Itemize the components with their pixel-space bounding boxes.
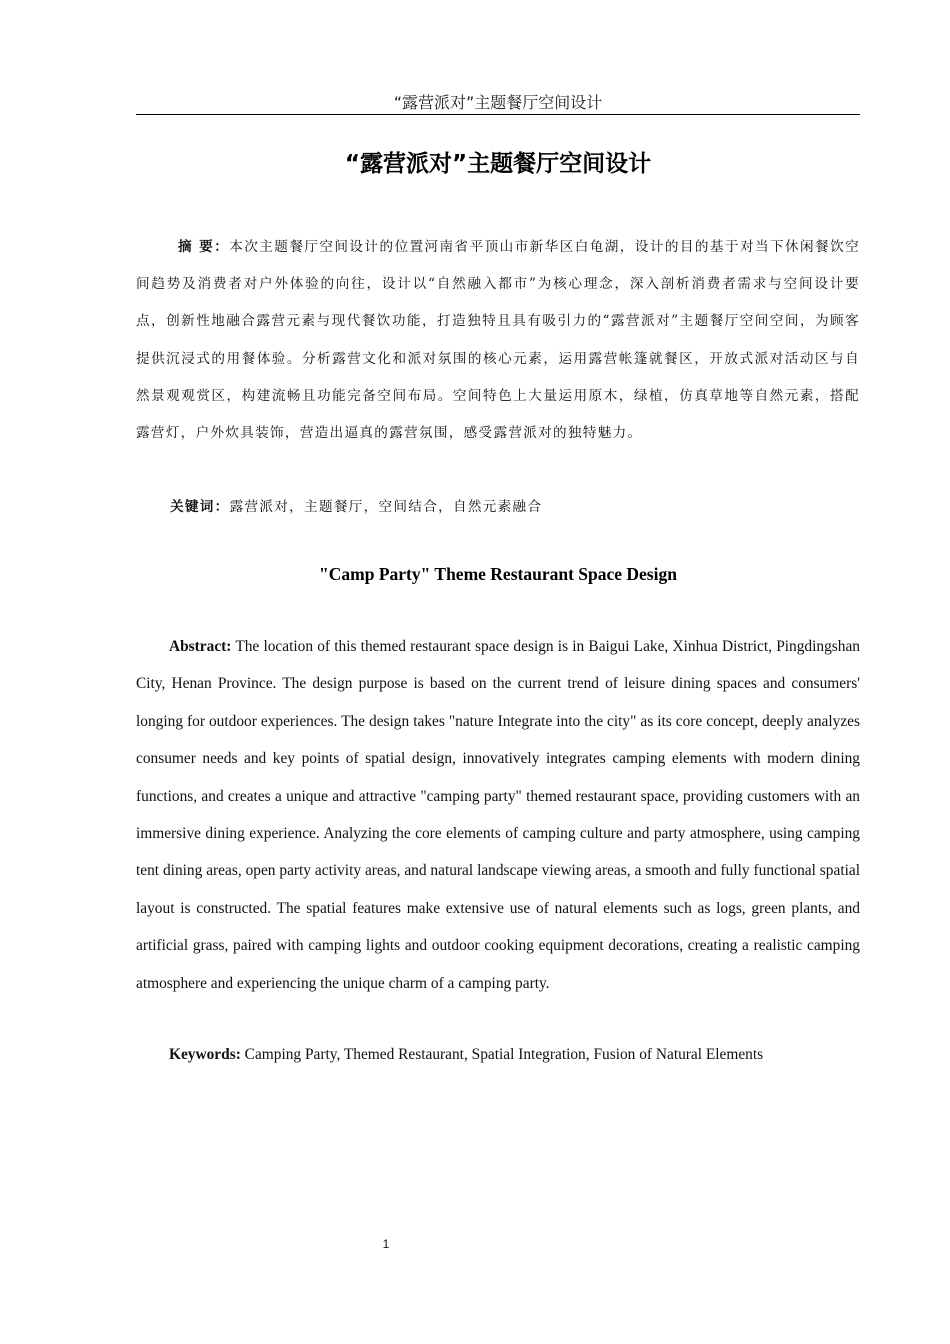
chinese-abstract-text: 本次主题餐厅空间设计的位置河南省平顶山市新华区白龟湖，设计的目的基于对当下休闲餐饮空间趋势及消费者对户外体验的向往，设计以“自然融入都市”为核心理念，深入剖析消费者需求与空间设计要点，创新性地融合露营元素与现代餐饮功能，打造独特且具有吸引力的“露营派对”主题餐厅空间空间，为顾客提供沉浸式的用餐体验。分析露营文化和派对氛围的核心元素，运用露营帐篷就餐区，开放式派对活动区与自然景观观赏区，构建流畅且功能完备空间布局。空间特色上大量运用原木，绿植，仿真草地等自然元素，搭配露营灯，户外炊具装饰，营造出逼真的露营氛围，感受露营派对的独特魅力。 — [136, 239, 860, 442]
chinese-abstract — [136, 229, 860, 452]
english-keywords-label: Keywords: — [169, 1046, 241, 1063]
english-keywords — [136, 1040, 860, 1070]
chinese-keywords-label: 关键词： — [170, 499, 230, 515]
header-divider — [136, 114, 860, 115]
page-number: 1 — [382, 1237, 390, 1251]
chinese-keywords — [136, 490, 860, 524]
english-abstract-label: Abstract: — [169, 638, 232, 655]
english-keywords-text: Camping Party, Themed Restaurant, Spatial Integration, Fusion of Natural Elements — [240, 1046, 764, 1063]
english-abstract-text: The location of this themed restaurant space design is in Baigui Lake, Xinhua District, Pingdingshan City, Henan Province. The design purpose is based on the current trend of leisure dining spaces and consumers' longing for outdoor experiences. The design takes "nature Integrate into the city" as its core concept, deeply analyzes consumer needs and key points of spatial design, innovatively integrates camping elements with modern dining functions, and creates a unique and attractive "camping party" themed restaurant space, providing customers with an immersive dining experience. Analyzing the core elements of camping culture and party atmosphere, using camping tent dining areas, open party activity areas, and natural landscape viewing areas, a smooth and fully functional spatial layout is constructed. The spatial features make extensive use of natural elements such as logs, green plants, and artificial grass, paired with camping lights and outdoor cooking equipment decorations, creating a realistic camping atmosphere and experiencing the unique charm of a camping party. — [136, 638, 860, 992]
english-title: "Camp Party" Theme Restaurant Space Design — [319, 564, 677, 584]
chinese-keywords-text: 露营派对，主题餐厅，空间结合，自然元素融合 — [229, 499, 543, 515]
english-abstract — [136, 628, 860, 1002]
running-header: “露营派对”主题餐厅空间设计 — [393, 93, 603, 112]
document-title: “露营派对”主题餐厅空间设计 — [344, 151, 652, 177]
chinese-abstract-label: 摘 要： — [178, 239, 230, 255]
